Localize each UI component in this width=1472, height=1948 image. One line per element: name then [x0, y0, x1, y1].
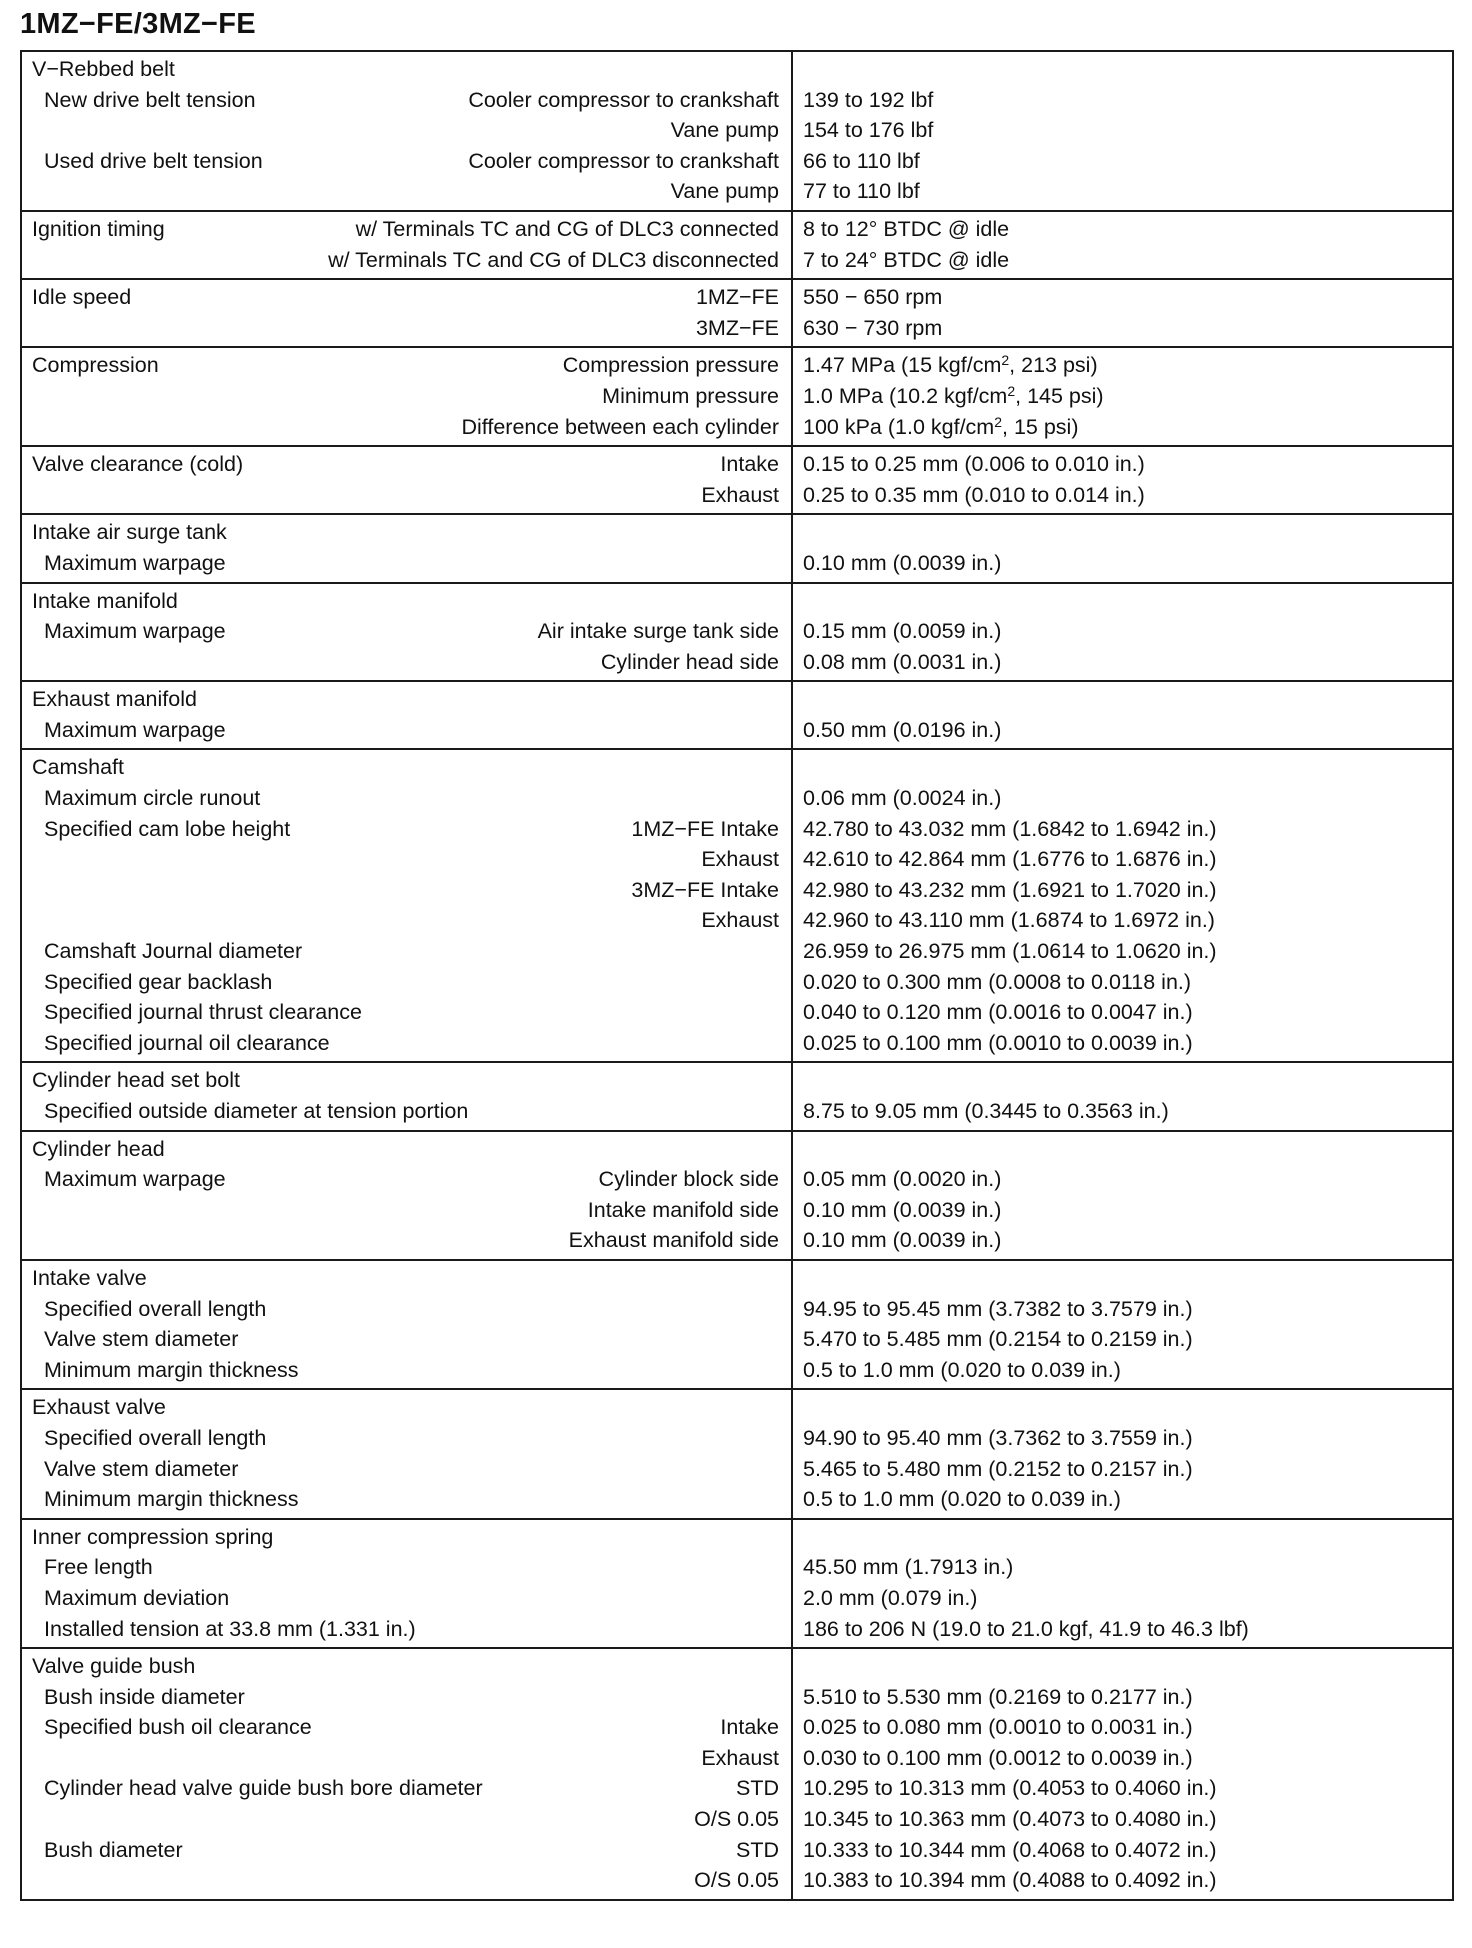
spec-value-text: 5.465 to 5.480 mm (0.2152 to 0.2157 in.)	[803, 1456, 1193, 1481]
spec-section-heading: Cylinder head	[32, 1136, 165, 1161]
spec-item-label: Maximum warpage	[44, 1167, 226, 1192]
spec-value	[793, 176, 1452, 207]
spec-line	[22, 1134, 791, 1165]
spec-condition: Exhaust	[701, 1745, 779, 1770]
spec-section-values	[792, 347, 1453, 446]
spec-line	[22, 245, 791, 276]
spec-value-text: 7 to 24° BTDC @ idle	[803, 247, 1010, 272]
spec-item-label: Bush inside diameter	[44, 1684, 245, 1709]
spec-value-text: 8.75 to 9.05 mm (0.3445 to 0.3563 in.)	[803, 1099, 1169, 1123]
spec-value-text: 154 to 176 lbf	[803, 118, 934, 143]
spec-line	[22, 875, 791, 906]
spec-value	[793, 1294, 1452, 1325]
spec-section	[21, 1519, 1453, 1648]
spec-value-text: 8 to 12° BTDC @ idle	[803, 216, 1010, 241]
spec-value	[793, 1324, 1452, 1355]
spec-value	[793, 1583, 1452, 1614]
spec-line	[22, 715, 791, 746]
spec-item-label: New drive belt tension	[44, 87, 256, 112]
spec-section-values	[792, 1260, 1453, 1389]
spec-value-text: 45.50 mm (1.7913 in.)	[803, 1555, 1014, 1580]
spec-section-values	[792, 1062, 1453, 1130]
spec-condition: Exhaust	[701, 908, 779, 933]
spec-value-text: 1.47 MPa (15 kgf/cm	[803, 353, 1002, 378]
spec-condition: STD	[736, 1776, 779, 1801]
spec-value-text: 42.610 to 42.864 mm (1.6776 to 1.6876 in.)	[803, 847, 1217, 872]
spec-line	[22, 586, 791, 617]
spec-section-heading: Camshaft	[32, 755, 125, 780]
spec-item-label: Maximum circle runout	[44, 786, 261, 811]
spec-item-label: Used drive belt tension	[44, 148, 263, 173]
spec-value-text: 0.05 mm (0.0020 in.)	[803, 1167, 1002, 1192]
spec-line	[22, 1225, 791, 1256]
spec-line	[22, 783, 791, 814]
spec-section-heading: Compression	[32, 353, 159, 378]
spec-condition: 1MZ−FE Intake	[631, 816, 779, 841]
spec-value	[793, 1454, 1452, 1485]
spec-item-label: Maximum deviation	[44, 1585, 230, 1610]
spec-value-text: 0.5 to 1.0 mm (0.020 to 0.039 in.)	[803, 1487, 1121, 1512]
spec-value	[793, 616, 1452, 647]
spec-item-label: Camshaft Journal diameter	[44, 939, 303, 964]
spec-value	[793, 1392, 1452, 1423]
spec-value-text: 66 to 110 lbf	[803, 148, 920, 173]
spec-value-text: 5.510 to 5.530 mm (0.2169 to 0.2177 in.)	[803, 1684, 1193, 1709]
spec-item-label: Cylinder head valve guide bush bore diameter	[44, 1776, 483, 1801]
spec-line	[22, 1614, 791, 1645]
spec-line	[22, 1294, 791, 1325]
spec-condition: Exhaust manifold side	[568, 1228, 779, 1253]
spec-value	[793, 548, 1452, 579]
spec-section-values	[792, 1389, 1453, 1518]
spec-line	[22, 752, 791, 783]
spec-line	[22, 1583, 791, 1614]
spec-value	[793, 875, 1452, 906]
spec-item-label: Minimum margin thickness	[44, 1487, 299, 1512]
spec-value-text: 42.960 to 43.110 mm (1.6874 to 1.6972 in.)	[803, 908, 1215, 933]
spec-value	[793, 381, 1452, 412]
spec-section-values	[792, 1519, 1453, 1648]
spec-item-label: Specified outside diameter at tension portion	[44, 1099, 469, 1123]
spec-value	[793, 1865, 1452, 1896]
spec-section	[21, 1131, 1453, 1260]
spec-value	[793, 313, 1452, 344]
spec-value	[793, 85, 1452, 116]
spec-section-values	[792, 1131, 1453, 1260]
spec-value	[793, 1164, 1452, 1195]
spec-item-label: Maximum warpage	[44, 550, 226, 575]
spec-value-text: 42.780 to 43.032 mm (1.6842 to 1.6942 in.)	[803, 816, 1217, 841]
spec-value-text: 0.020 to 0.300 mm (0.0008 to 0.0118 in.)	[803, 969, 1192, 994]
spec-value-text: 0.15 to 0.25 mm (0.006 to 0.010 in.)	[803, 452, 1145, 477]
spec-value-text: 630 − 730 rpm	[803, 315, 943, 340]
spec-value-text: 0.06 mm (0.0024 in.)	[803, 786, 1002, 811]
spec-condition: w/ Terminals TC and CG of DLC3 disconnected	[328, 247, 779, 272]
spec-section-heading: Intake air surge tank	[32, 520, 227, 545]
spec-line	[22, 115, 791, 146]
spec-section	[21, 446, 1453, 514]
spec-line	[22, 1065, 791, 1096]
spec-value-text: 0.040 to 0.120 mm (0.0016 to 0.0047 in.)	[803, 1000, 1193, 1025]
spec-section-heading: Ignition timing	[32, 216, 165, 241]
spec-line	[22, 1835, 791, 1866]
spec-line	[22, 936, 791, 967]
spec-line	[22, 1423, 791, 1454]
spec-value	[793, 1804, 1452, 1835]
spec-line	[22, 1773, 791, 1804]
spec-section-labels	[21, 514, 792, 582]
spec-item-label: Specified gear backlash	[44, 969, 273, 994]
spec-value	[793, 997, 1452, 1028]
spec-value	[793, 1134, 1452, 1165]
spec-condition: Compression pressure	[562, 353, 779, 378]
spec-value-text: 2.0 mm (0.079 in.)	[803, 1585, 978, 1610]
spec-section-heading: Idle speed	[32, 285, 132, 310]
spec-condition: STD	[736, 1837, 779, 1862]
spec-section	[21, 514, 1453, 582]
spec-section	[21, 1389, 1453, 1518]
spec-condition: Minimum pressure	[602, 383, 779, 408]
spec-line	[22, 1651, 791, 1682]
spec-line	[22, 214, 791, 245]
spec-section-heading: Exhaust valve	[32, 1395, 166, 1420]
spec-value	[793, 1028, 1452, 1059]
spec-section-labels	[21, 1260, 792, 1389]
spec-value	[793, 1522, 1452, 1553]
spec-line	[22, 1028, 791, 1059]
spec-section	[21, 1648, 1453, 1900]
spec-section	[21, 211, 1453, 279]
spec-item-label: Specified overall length	[44, 1425, 267, 1450]
spec-line	[22, 176, 791, 207]
spec-section-values	[792, 446, 1453, 514]
spec-value-text: 10.295 to 10.313 mm (0.4053 to 0.4060 in.)	[803, 1776, 1217, 1801]
spec-condition: Exhaust	[701, 482, 779, 507]
spec-line	[22, 1263, 791, 1294]
spec-line	[22, 480, 791, 511]
spec-value	[793, 1096, 1452, 1127]
spec-line	[22, 146, 791, 177]
spec-value	[793, 146, 1452, 177]
spec-section-labels	[21, 1519, 792, 1648]
spec-section-heading: Intake valve	[32, 1265, 147, 1290]
spec-section-heading: Inner compression spring	[32, 1524, 274, 1549]
spec-line	[22, 313, 791, 344]
spec-value	[793, 967, 1452, 998]
spec-value-text: 0.15 mm (0.0059 in.)	[803, 619, 1002, 644]
spec-section-labels	[21, 1062, 792, 1130]
spec-value-text: 42.980 to 43.232 mm (1.6921 to 1.7020 in.)	[803, 877, 1217, 902]
spec-section-labels	[21, 446, 792, 514]
spec-value	[793, 412, 1452, 443]
spec-line	[22, 1712, 791, 1743]
spec-condition: Difference between each cylinder	[461, 414, 779, 439]
spec-condition: O/S 0.05	[694, 1807, 779, 1832]
spec-item-label: Specified bush oil clearance	[44, 1715, 312, 1740]
spec-section-values	[792, 211, 1453, 279]
spec-line	[22, 517, 791, 548]
spec-line	[22, 548, 791, 579]
spec-value	[793, 647, 1452, 678]
spec-value	[793, 936, 1452, 967]
spec-line	[22, 412, 791, 443]
spec-section-values	[792, 681, 1453, 749]
specification-table	[20, 50, 1454, 1901]
spec-condition: Cylinder head side	[600, 649, 779, 674]
spec-line	[22, 1096, 791, 1127]
spec-item-label: Installed tension at 33.8 mm (1.331 in.)	[44, 1616, 416, 1641]
spec-line	[22, 1552, 791, 1583]
spec-section-heading: V−Rebbed belt	[32, 57, 175, 81]
spec-item-label: Specified overall length	[44, 1296, 267, 1321]
spec-value-text: 0.5 to 1.0 mm (0.020 to 0.039 in.)	[803, 1357, 1121, 1382]
spec-value-text: 26.959 to 26.975 mm (1.0614 to 1.0620 in.)	[803, 939, 1217, 964]
spec-value	[793, 1552, 1452, 1583]
spec-section-heading: Cylinder head set bolt	[32, 1068, 240, 1093]
spec-value-text: 139 to 192 lbf	[803, 87, 934, 112]
spec-value	[793, 449, 1452, 480]
spec-value	[793, 1355, 1452, 1386]
spec-condition: Air intake surge tank side	[537, 619, 779, 644]
spec-value-text: 0.030 to 0.100 mm (0.0012 to 0.0039 in.)	[803, 1745, 1193, 1770]
spec-value	[793, 115, 1452, 146]
spec-item-label: Maximum warpage	[44, 619, 226, 644]
spec-section-heading: Valve clearance (cold)	[32, 452, 244, 477]
spec-condition: Intake	[720, 452, 779, 477]
spec-condition: Cooler compressor to crankshaft	[468, 87, 779, 112]
spec-value	[793, 783, 1452, 814]
spec-value	[793, 1195, 1452, 1226]
spec-section-labels	[21, 1648, 792, 1900]
spec-value	[793, 1773, 1452, 1804]
spec-value	[793, 1484, 1452, 1515]
spec-line	[22, 684, 791, 715]
spec-value	[793, 715, 1452, 746]
spec-line	[22, 814, 791, 845]
spec-line	[22, 449, 791, 480]
spec-line	[22, 282, 791, 313]
spec-value	[793, 684, 1452, 715]
spec-value-text: 94.95 to 95.45 mm (3.7382 to 3.7579 in.)	[803, 1296, 1193, 1321]
spec-value	[793, 1743, 1452, 1774]
spec-line	[22, 1195, 791, 1226]
spec-section-heading: Exhaust manifold	[32, 687, 197, 712]
spec-line	[22, 1484, 791, 1515]
spec-line	[22, 1324, 791, 1355]
spec-line	[22, 350, 791, 381]
spec-line	[22, 1454, 791, 1485]
spec-line	[22, 1522, 791, 1553]
specification-table-body	[21, 51, 1453, 1900]
spec-condition: Vane pump	[670, 118, 779, 143]
spec-value	[793, 54, 1452, 85]
spec-section-values	[792, 749, 1453, 1062]
spec-condition: w/ Terminals TC and CG of DLC3 connected	[355, 216, 779, 241]
spec-value-text: 77 to 110 lbf	[803, 179, 920, 204]
spec-condition: Exhaust	[701, 847, 779, 872]
spec-section	[21, 51, 1453, 211]
spec-value-text: 550 − 650 rpm	[803, 285, 943, 310]
spec-value-superscript: 2	[1007, 382, 1016, 399]
spec-value-text: 186 to 206 N (19.0 to 21.0 kgf, 41.9 to 46.3 lbf)	[803, 1616, 1249, 1641]
spec-section-labels	[21, 583, 792, 682]
spec-section-labels	[21, 749, 792, 1062]
spec-value-tail: , 145 psi)	[1015, 383, 1104, 408]
spec-line	[22, 1743, 791, 1774]
spec-condition: 3MZ−FE Intake	[631, 877, 779, 902]
spec-line	[22, 1392, 791, 1423]
spec-line	[22, 1804, 791, 1835]
spec-value	[793, 214, 1452, 245]
spec-section	[21, 583, 1453, 682]
spec-section-labels	[21, 1389, 792, 1518]
spec-section-values	[792, 51, 1453, 211]
spec-section	[21, 347, 1453, 446]
spec-value	[793, 1712, 1452, 1743]
spec-condition: O/S 0.05	[694, 1868, 779, 1893]
spec-item-label: Specified cam lobe height	[44, 816, 291, 841]
spec-value	[793, 282, 1452, 313]
spec-value-text: 0.10 mm (0.0039 in.)	[803, 550, 1002, 575]
spec-condition: Intake manifold side	[587, 1197, 779, 1222]
spec-section	[21, 1062, 1453, 1130]
spec-value-text: 10.333 to 10.344 mm (0.4068 to 0.4072 in.)	[803, 1837, 1217, 1862]
spec-line	[22, 997, 791, 1028]
spec-condition: 1MZ−FE	[695, 285, 779, 310]
spec-value-text: 0.10 mm (0.0039 in.)	[803, 1197, 1002, 1222]
spec-section-labels	[21, 681, 792, 749]
spec-value	[793, 245, 1452, 276]
spec-value-tail: , 15 psi)	[1002, 414, 1079, 439]
spec-section-heading: Valve guide bush	[32, 1654, 196, 1679]
spec-item-label: Specified journal oil clearance	[44, 1030, 330, 1055]
spec-item-label: Maximum warpage	[44, 717, 226, 742]
spec-section-labels	[21, 347, 792, 446]
spec-item-label: Free length	[44, 1555, 153, 1580]
spec-value	[793, 480, 1452, 511]
spec-section-values	[792, 514, 1453, 582]
spec-condition: Intake	[720, 1715, 779, 1740]
spec-value-superscript: 2	[1001, 352, 1010, 369]
spec-item-label: Specified journal thrust clearance	[44, 1000, 362, 1025]
spec-section-labels	[21, 1131, 792, 1260]
spec-line	[22, 967, 791, 998]
spec-item-label: Minimum margin thickness	[44, 1357, 299, 1382]
spec-section-values	[792, 583, 1453, 682]
spec-value	[793, 814, 1452, 845]
spec-value	[793, 1423, 1452, 1454]
spec-line	[22, 1355, 791, 1386]
spec-value	[793, 1225, 1452, 1256]
spec-value	[793, 1682, 1452, 1713]
spec-value	[793, 517, 1452, 548]
spec-value-text: 10.383 to 10.394 mm (0.4088 to 0.4092 in.)	[803, 1868, 1217, 1893]
spec-value-text: 0.025 to 0.100 mm (0.0010 to 0.0039 in.)	[803, 1030, 1193, 1055]
spec-value	[793, 350, 1452, 381]
spec-value	[793, 1065, 1452, 1096]
spec-item-label: Valve stem diameter	[44, 1327, 239, 1352]
spec-value	[793, 1614, 1452, 1645]
spec-condition: Vane pump	[670, 179, 779, 204]
spec-section	[21, 681, 1453, 749]
spec-value-text: 94.90 to 95.40 mm (3.7362 to 3.7559 in.)	[803, 1425, 1193, 1450]
spec-section-heading: Intake manifold	[32, 588, 178, 613]
spec-section-values	[792, 279, 1453, 347]
spec-section-labels	[21, 279, 792, 347]
spec-value-text: 100 kPa (1.0 kgf/cm	[803, 414, 995, 439]
spec-value-text: 0.025 to 0.080 mm (0.0010 to 0.0031 in.)	[803, 1715, 1193, 1740]
spec-value-text: 0.10 mm (0.0039 in.)	[803, 1228, 1002, 1253]
spec-line	[22, 1164, 791, 1195]
spec-line	[22, 1865, 791, 1896]
spec-value	[793, 1835, 1452, 1866]
spec-item-label: Bush diameter	[44, 1837, 183, 1862]
spec-section	[21, 279, 1453, 347]
spec-value-tail: , 213 psi)	[1009, 353, 1098, 378]
spec-value	[793, 586, 1452, 617]
spec-value	[793, 1651, 1452, 1682]
spec-line	[22, 844, 791, 875]
spec-condition: Cooler compressor to crankshaft	[468, 148, 779, 173]
spec-condition: Cylinder block side	[598, 1167, 779, 1192]
document-title: 1MZ−FE/3MZ−FE	[20, 8, 256, 40]
spec-value	[793, 844, 1452, 875]
spec-line	[22, 905, 791, 936]
spec-line	[22, 54, 791, 85]
spec-section-labels	[21, 51, 792, 211]
spec-value-text: 5.470 to 5.485 mm (0.2154 to 0.2159 in.)	[803, 1327, 1193, 1352]
spec-value-text: 0.50 mm (0.0196 in.)	[803, 717, 1002, 742]
spec-line	[22, 85, 791, 116]
spec-section	[21, 1260, 1453, 1389]
spec-value	[793, 1263, 1452, 1294]
spec-section	[21, 749, 1453, 1062]
spec-item-label: Valve stem diameter	[44, 1456, 239, 1481]
spec-value-text: 0.08 mm (0.0031 in.)	[803, 649, 1002, 674]
spec-value-text: 1.0 MPa (10.2 kgf/cm	[803, 383, 1008, 408]
spec-value	[793, 752, 1452, 783]
spec-value-text: 10.345 to 10.363 mm (0.4073 to 0.4080 in.)	[803, 1807, 1217, 1832]
spec-line	[22, 1682, 791, 1713]
spec-section-labels	[21, 211, 792, 279]
spec-section-values	[792, 1648, 1453, 1900]
spec-line	[22, 647, 791, 678]
spec-value-text: 0.25 to 0.35 mm (0.010 to 0.014 in.)	[803, 482, 1145, 507]
spec-value-superscript: 2	[994, 413, 1002, 430]
spec-line	[22, 616, 791, 647]
spec-line	[22, 381, 791, 412]
spec-value	[793, 905, 1452, 936]
spec-condition: 3MZ−FE	[695, 315, 779, 340]
